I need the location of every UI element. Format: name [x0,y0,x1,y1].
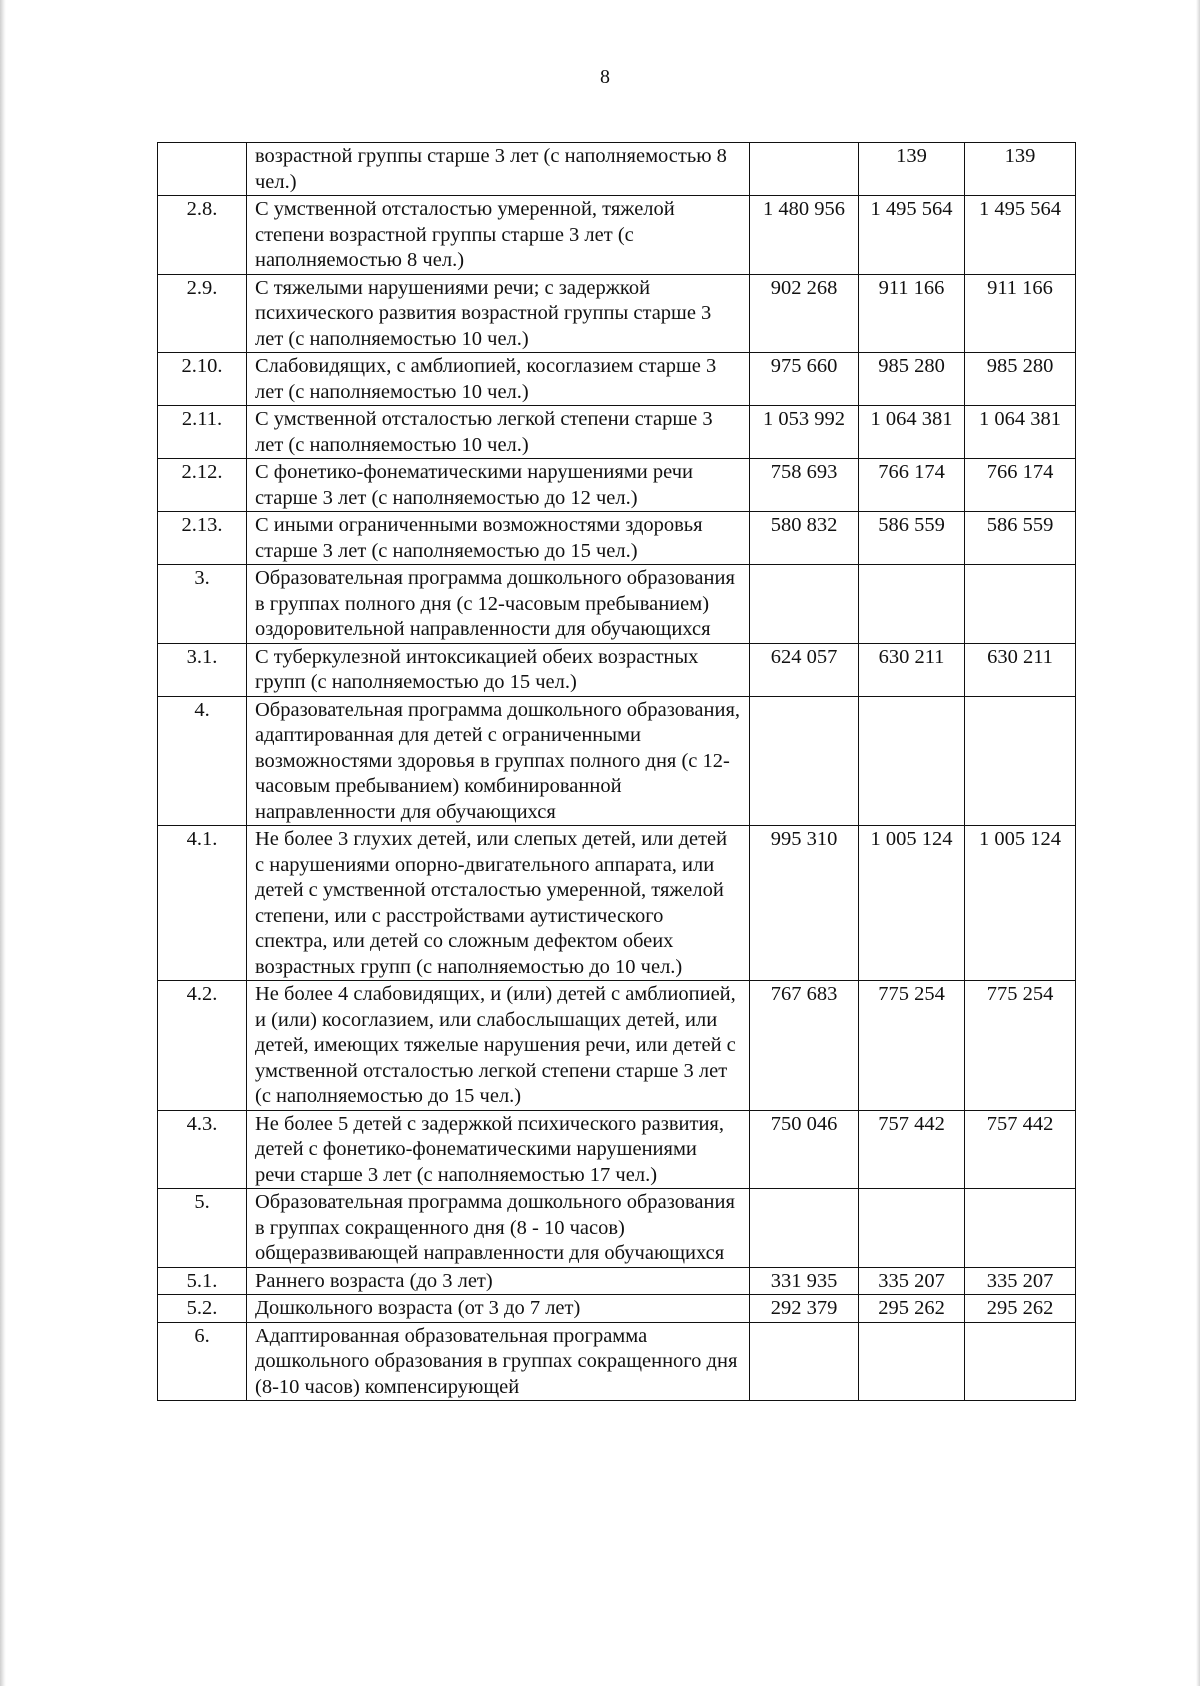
value-col-2: 586 559 [859,512,965,565]
row-description: С иными ограниченными возможностями здоровья старше 3 лет (с наполняемостью до 15 чел.) [247,512,750,565]
value-col-2 [859,696,965,826]
row-number: 2.12. [158,459,247,512]
table-row [158,353,1076,406]
table-row [158,406,1076,459]
table-body [158,143,1076,1401]
value-col-3: 586 559 [965,512,1076,565]
value-col-1: 758 693 [750,459,859,512]
value-col-2: 757 442 [859,1110,965,1189]
row-description: Не более 3 глухих детей, или слепых детей, или детей с нарушениями опорно-двигательного аппарата, или детей с умственной отсталостью умеренной, тяжелой степени, или с расстройствами аутистического спектра, или детей со сложным дефектом обеих возрастных групп (с наполняемостью до 10 чел.) [247,826,750,981]
value-col-3: 1 005 124 [965,826,1076,981]
table-row [158,459,1076,512]
value-col-3: 335 207 [965,1267,1076,1295]
table-row [158,512,1076,565]
value-col-2: 775 254 [859,981,965,1111]
row-number: 4.1. [158,826,247,981]
value-col-1 [750,1322,859,1401]
row-number: 2.9. [158,274,247,353]
row-description: Образовательная программа дошкольного образования в группах сокращенного дня (8 - 10 часов) общеразвивающей направленности для обучающихся [247,1189,750,1268]
value-col-3: 985 280 [965,353,1076,406]
value-col-3: 1 495 564 [965,196,1076,275]
value-col-1: 292 379 [750,1295,859,1323]
value-col-3 [965,1189,1076,1268]
value-col-2: 1 064 381 [859,406,965,459]
row-description: Раннего возраста (до 3 лет) [247,1267,750,1295]
value-col-2 [859,1189,965,1268]
value-col-1 [750,696,859,826]
value-col-1: 624 057 [750,643,859,696]
row-number: 4.2. [158,981,247,1111]
row-description: Образовательная программа дошкольного образования, адаптированная для детей с ограниченными возможностями здоровья в группах полного дня (с 12-часовым пребыванием) комбинированной направленности для обучающихся [247,696,750,826]
table-row [158,1322,1076,1401]
row-description: Слабовидящих, с амблиопией, косоглазием старше 3 лет (с наполняемостью 10 чел.) [247,353,750,406]
row-number: 4. [158,696,247,826]
row-description: С тяжелыми нарушениями речи; с задержкой психического развития возрастной группы старше 3 лет (с наполняемостью 10 чел.) [247,274,750,353]
row-number [158,143,247,196]
row-number: 5.1. [158,1267,247,1295]
value-col-1: 767 683 [750,981,859,1111]
value-col-2: 766 174 [859,459,965,512]
table-row [158,274,1076,353]
scan-edge-right [1196,0,1200,1686]
value-col-1: 995 310 [750,826,859,981]
row-number: 2.10. [158,353,247,406]
row-number: 2.13. [158,512,247,565]
tariff-table [157,142,1076,1401]
value-col-2: 911 166 [859,274,965,353]
value-col-1: 750 046 [750,1110,859,1189]
value-col-2: 1 005 124 [859,826,965,981]
value-col-1: 1 480 956 [750,196,859,275]
value-col-3: 766 174 [965,459,1076,512]
value-col-3: 1 064 381 [965,406,1076,459]
table-row [158,643,1076,696]
value-col-1: 902 268 [750,274,859,353]
value-col-2 [859,565,965,644]
row-number: 2.11. [158,406,247,459]
row-number: 3.1. [158,643,247,696]
row-number: 2.8. [158,196,247,275]
table-row [158,1110,1076,1189]
value-col-2: 139 [859,143,965,196]
value-col-3: 775 254 [965,981,1076,1111]
row-number: 4.3. [158,1110,247,1189]
table-row [158,981,1076,1111]
row-number: 6. [158,1322,247,1401]
value-col-3: 757 442 [965,1110,1076,1189]
value-col-1: 580 832 [750,512,859,565]
value-col-2: 295 262 [859,1295,965,1323]
row-description: возрастной группы старше 3 лет (с наполняемостью 8 чел.) [247,143,750,196]
value-col-1 [750,143,859,196]
row-number: 3. [158,565,247,644]
table-row [158,565,1076,644]
row-description: Адаптированная образовательная программа дошкольного образования в группах сокращенного дня (8-10 часов) компенсирующей [247,1322,750,1401]
row-description: Образовательная программа дошкольного образования в группах полного дня (с 12-часовым пребыванием) оздоровительной направленности для обучающихся [247,565,750,644]
value-col-2: 1 495 564 [859,196,965,275]
table-row [158,1267,1076,1295]
table-row [158,1295,1076,1323]
row-number: 5. [158,1189,247,1268]
row-description: Не более 4 слабовидящих, и (или) детей с амблиопией, и (или) косоглазием, или слабослышащих детей, или детей, имеющих тяжелые нарушения речи, или детей с умственной отсталостью легкой степени старше 3 лет (с наполняемостью до 15 чел.) [247,981,750,1111]
value-col-2: 335 207 [859,1267,965,1295]
value-col-3 [965,1322,1076,1401]
value-col-1 [750,565,859,644]
value-col-1: 331 935 [750,1267,859,1295]
table-row [158,143,1076,196]
row-description: С туберкулезной интоксикацией обеих возрастных групп (с наполняемостью до 15 чел.) [247,643,750,696]
row-description: Не более 5 детей с задержкой психического развития, детей с фонетико-фонематическими нарушениями речи старше 3 лет (с наполняемостью 17 чел.) [247,1110,750,1189]
page-number: 8 [600,66,610,88]
table-row [158,1189,1076,1268]
table-row [158,826,1076,981]
value-col-1 [750,1189,859,1268]
value-col-3: 630 211 [965,643,1076,696]
value-col-2: 985 280 [859,353,965,406]
value-col-3: 295 262 [965,1295,1076,1323]
value-col-3: 139 [965,143,1076,196]
row-description: С умственной отсталостью легкой степени старше 3 лет (с наполняемостью 10 чел.) [247,406,750,459]
value-col-2: 630 211 [859,643,965,696]
value-col-1: 1 053 992 [750,406,859,459]
value-col-3: 911 166 [965,274,1076,353]
row-description: С фонетико-фонематическими нарушениями речи старше 3 лет (с наполняемостью до 12 чел.) [247,459,750,512]
row-number: 5.2. [158,1295,247,1323]
scan-edge-left [0,0,6,1686]
row-description: С умственной отсталостью умеренной, тяжелой степени возрастной группы старше 3 лет (с наполняемостью 8 чел.) [247,196,750,275]
value-col-3 [965,565,1076,644]
table-row [158,696,1076,826]
row-description: Дошкольного возраста (от 3 до 7 лет) [247,1295,750,1323]
value-col-3 [965,696,1076,826]
value-col-2 [859,1322,965,1401]
value-col-1: 975 660 [750,353,859,406]
table-row [158,196,1076,275]
